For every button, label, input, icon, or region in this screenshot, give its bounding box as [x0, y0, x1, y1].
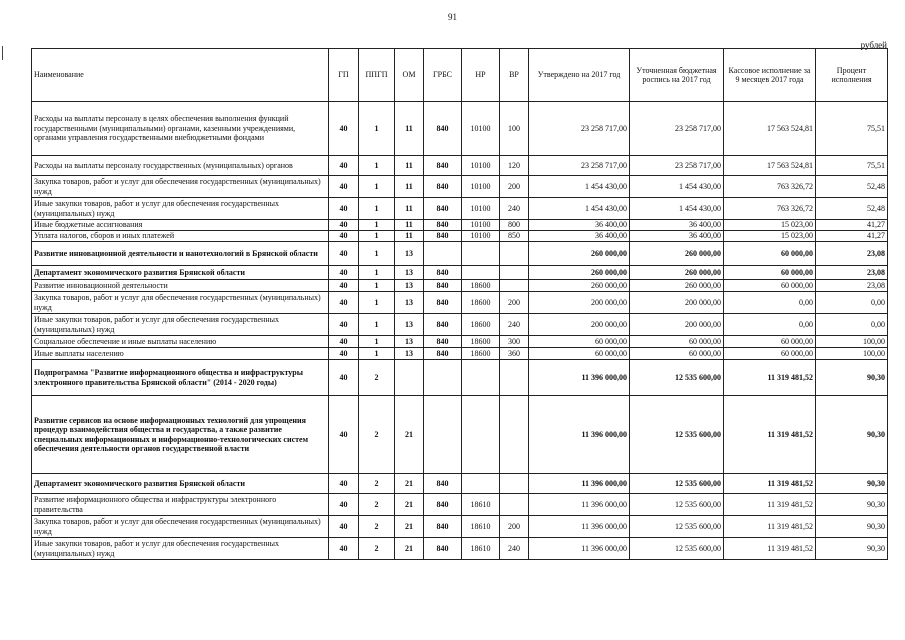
cell-vr [500, 494, 529, 516]
cell-om: 13 [395, 266, 424, 280]
table-row [32, 292, 888, 314]
table-row [32, 242, 888, 266]
cell-percent: 90,30 [816, 516, 888, 538]
header-grbs: ГРБС [424, 49, 462, 102]
cell-om: 13 [395, 242, 424, 266]
cell-gp: 40 [329, 220, 359, 231]
cell-om: 13 [395, 348, 424, 360]
cell-percent: 90,30 [816, 494, 888, 516]
cell-vr [500, 474, 529, 494]
table-row [32, 516, 888, 538]
cell-name: Иные закупки товаров, работ и услуг для обеспечения государственных (муниципальных) нужд [32, 538, 329, 560]
cell-cash: 17 563 524,81 [724, 156, 816, 176]
cell-ppgp: 1 [359, 348, 395, 360]
cell-percent: 23,08 [816, 242, 888, 266]
cell-grbs [424, 396, 462, 474]
cell-grbs: 840 [424, 292, 462, 314]
cell-cash: 11 319 481,52 [724, 494, 816, 516]
cell-gp: 40 [329, 494, 359, 516]
cell-ppgp: 1 [359, 231, 395, 242]
cell-ppgp: 1 [359, 242, 395, 266]
table-row [32, 102, 888, 156]
cell-om: 11 [395, 220, 424, 231]
cell-nr: 18600 [462, 336, 500, 348]
cell-approved: 11 396 000,00 [529, 494, 630, 516]
cell-gp: 40 [329, 231, 359, 242]
table-row [32, 156, 888, 176]
cell-grbs: 840 [424, 348, 462, 360]
cell-cash: 60 000,00 [724, 348, 816, 360]
cell-grbs [424, 360, 462, 396]
cell-approved: 260 000,00 [529, 242, 630, 266]
table-row [32, 198, 888, 220]
cell-vr: 100 [500, 102, 529, 156]
cell-nr: 10100 [462, 220, 500, 231]
cell-nr [462, 396, 500, 474]
cell-gp: 40 [329, 516, 359, 538]
cell-grbs: 840 [424, 516, 462, 538]
cell-grbs: 840 [424, 156, 462, 176]
cell-gp: 40 [329, 292, 359, 314]
cell-cash: 11 319 481,52 [724, 396, 816, 474]
cell-percent: 90,30 [816, 396, 888, 474]
cell-cash: 763 326,72 [724, 176, 816, 198]
cell-refined: 260 000,00 [630, 266, 724, 280]
cell-percent: 90,30 [816, 474, 888, 494]
cell-refined: 1 454 430,00 [630, 176, 724, 198]
cell-cash: 60 000,00 [724, 242, 816, 266]
table-row [32, 176, 888, 198]
cell-percent: 90,30 [816, 360, 888, 396]
cell-grbs: 840 [424, 231, 462, 242]
cell-om: 13 [395, 336, 424, 348]
cell-vr [500, 242, 529, 266]
cell-refined: 12 535 600,00 [630, 360, 724, 396]
cell-approved: 11 396 000,00 [529, 396, 630, 474]
cell-grbs: 840 [424, 280, 462, 292]
cell-gp: 40 [329, 280, 359, 292]
cell-om [395, 360, 424, 396]
cell-nr: 18600 [462, 280, 500, 292]
cell-nr: 18600 [462, 292, 500, 314]
cell-ppgp: 2 [359, 538, 395, 560]
cell-om: 21 [395, 516, 424, 538]
cell-percent: 41,27 [816, 220, 888, 231]
cell-approved: 200 000,00 [529, 314, 630, 336]
cell-refined: 60 000,00 [630, 336, 724, 348]
cell-nr: 18610 [462, 538, 500, 560]
cell-cash: 0,00 [724, 314, 816, 336]
cell-approved: 260 000,00 [529, 266, 630, 280]
header-ppgp: ППГП [359, 49, 395, 102]
cell-nr [462, 266, 500, 280]
cell-cash: 15 023,00 [724, 231, 816, 242]
table-row [32, 314, 888, 336]
cell-om: 21 [395, 538, 424, 560]
cell-gp: 40 [329, 348, 359, 360]
cell-cash: 17 563 524,81 [724, 102, 816, 156]
header-om: ОМ [395, 49, 424, 102]
header-percent: Процент исполнения [816, 49, 888, 102]
cell-approved: 260 000,00 [529, 280, 630, 292]
cell-refined: 200 000,00 [630, 314, 724, 336]
table-row [32, 494, 888, 516]
cell-ppgp: 1 [359, 266, 395, 280]
cell-nr: 18610 [462, 494, 500, 516]
cell-vr [500, 280, 529, 292]
cell-name: Иные закупки товаров, работ и услуг для обеспечения государственных (муниципальных) нужд [32, 198, 329, 220]
cell-refined: 12 535 600,00 [630, 474, 724, 494]
cell-grbs: 840 [424, 474, 462, 494]
header-vr: ВР [500, 49, 529, 102]
cell-nr: 10100 [462, 231, 500, 242]
cell-nr: 10100 [462, 102, 500, 156]
cell-ppgp: 2 [359, 494, 395, 516]
cell-nr [462, 474, 500, 494]
cell-name: Развитие инновационной деятельности и нанотехнологий в Брянской области [32, 242, 329, 266]
cell-gp: 40 [329, 474, 359, 494]
cell-name: Уплата налогов, сборов и иных платежей [32, 231, 329, 242]
cell-approved: 11 396 000,00 [529, 360, 630, 396]
cell-refined: 1 454 430,00 [630, 198, 724, 220]
cell-grbs: 840 [424, 176, 462, 198]
cell-om: 21 [395, 474, 424, 494]
cell-ppgp: 1 [359, 336, 395, 348]
cell-om: 21 [395, 396, 424, 474]
cell-percent: 90,30 [816, 538, 888, 560]
cell-percent: 23,08 [816, 280, 888, 292]
cell-nr: 18610 [462, 516, 500, 538]
table-row [32, 538, 888, 560]
cell-name: Департамент экономического развития Брянской области [32, 266, 329, 280]
cell-cash: 60 000,00 [724, 336, 816, 348]
table-row [32, 348, 888, 360]
cell-ppgp: 2 [359, 516, 395, 538]
cell-refined: 260 000,00 [630, 280, 724, 292]
header-row [32, 49, 888, 102]
cell-ppgp: 1 [359, 220, 395, 231]
cell-nr: 18600 [462, 314, 500, 336]
header-name: Наименование [32, 49, 329, 102]
cell-name: Закупка товаров, работ и услуг для обеспечения государственных (муниципальных) нужд [32, 292, 329, 314]
cell-name: Закупка товаров, работ и услуг для обеспечения государственных (муниципальных) нужд [32, 176, 329, 198]
cell-gp: 40 [329, 176, 359, 198]
cell-approved: 23 258 717,00 [529, 156, 630, 176]
cell-refined: 36 400,00 [630, 220, 724, 231]
table-row [32, 280, 888, 292]
cell-gp: 40 [329, 156, 359, 176]
cell-om: 11 [395, 198, 424, 220]
cell-ppgp: 1 [359, 156, 395, 176]
cell-percent: 75,51 [816, 156, 888, 176]
cell-refined: 12 535 600,00 [630, 516, 724, 538]
cell-name: Социальное обеспечение и иные выплаты населению [32, 336, 329, 348]
budget-table [31, 48, 888, 560]
table-row [32, 220, 888, 231]
cell-vr: 240 [500, 538, 529, 560]
cell-nr: 10100 [462, 156, 500, 176]
cell-refined: 36 400,00 [630, 231, 724, 242]
cell-name: Иные выплаты населению [32, 348, 329, 360]
units-label: рублей [860, 40, 887, 50]
cell-refined: 200 000,00 [630, 292, 724, 314]
cell-percent: 52,48 [816, 198, 888, 220]
cell-grbs: 840 [424, 538, 462, 560]
cell-vr: 240 [500, 314, 529, 336]
cell-approved: 11 396 000,00 [529, 474, 630, 494]
cell-name: Расходы на выплаты персоналу государственных (муниципальных) органов [32, 156, 329, 176]
cell-approved: 200 000,00 [529, 292, 630, 314]
cell-approved: 11 396 000,00 [529, 538, 630, 560]
cell-om: 11 [395, 176, 424, 198]
header-refined: Уточненная бюджетная роспись на 2017 год [630, 49, 724, 102]
cell-refined: 12 535 600,00 [630, 494, 724, 516]
cell-percent: 0,00 [816, 292, 888, 314]
cell-name: Иные бюджетные ассигнования [32, 220, 329, 231]
cell-percent: 100,00 [816, 348, 888, 360]
cell-cash: 11 319 481,52 [724, 360, 816, 396]
cell-gp: 40 [329, 336, 359, 348]
cell-name: Расходы на выплаты персоналу в целях обеспечения выполнения функций государственными (муниципальными) органами, казенными учреждениями, органами управления государственными внебюджетными фондами [32, 102, 329, 156]
cell-grbs: 840 [424, 102, 462, 156]
table-row [32, 360, 888, 396]
table-row [32, 396, 888, 474]
cell-gp: 40 [329, 396, 359, 474]
cell-cash: 11 319 481,52 [724, 538, 816, 560]
cell-approved: 11 396 000,00 [529, 516, 630, 538]
cell-percent: 100,00 [816, 336, 888, 348]
cell-approved: 60 000,00 [529, 348, 630, 360]
cell-om: 11 [395, 231, 424, 242]
cell-om: 13 [395, 314, 424, 336]
table-row [32, 474, 888, 494]
cell-vr [500, 266, 529, 280]
cell-name: Департамент экономического развития Брянской области [32, 474, 329, 494]
cell-ppgp: 2 [359, 396, 395, 474]
cell-cash: 60 000,00 [724, 266, 816, 280]
cell-nr [462, 242, 500, 266]
cell-vr: 120 [500, 156, 529, 176]
cell-ppgp: 1 [359, 176, 395, 198]
cell-name: Подпрограмма "Развитие информационного общества и инфраструктуры электронного правительства Брянской области" (2014 - 2020 годы) [32, 360, 329, 396]
cell-gp: 40 [329, 314, 359, 336]
cell-vr [500, 396, 529, 474]
cell-ppgp: 2 [359, 474, 395, 494]
cell-gp: 40 [329, 360, 359, 396]
cell-grbs: 840 [424, 266, 462, 280]
cell-om: 13 [395, 280, 424, 292]
cell-refined: 23 258 717,00 [630, 156, 724, 176]
cell-om: 13 [395, 292, 424, 314]
cell-vr: 200 [500, 176, 529, 198]
cell-nr [462, 360, 500, 396]
cell-percent: 0,00 [816, 314, 888, 336]
cell-vr [500, 360, 529, 396]
cell-vr: 200 [500, 292, 529, 314]
cell-refined: 12 535 600,00 [630, 538, 724, 560]
cell-ppgp: 1 [359, 314, 395, 336]
cell-refined: 23 258 717,00 [630, 102, 724, 156]
cell-ppgp: 1 [359, 292, 395, 314]
cell-om: 11 [395, 102, 424, 156]
cell-vr: 240 [500, 198, 529, 220]
cell-grbs: 840 [424, 314, 462, 336]
cell-name: Иные закупки товаров, работ и услуг для обеспечения государственных (муниципальных) нужд [32, 314, 329, 336]
cell-gp: 40 [329, 266, 359, 280]
cell-percent: 52,48 [816, 176, 888, 198]
cell-refined: 12 535 600,00 [630, 396, 724, 474]
cell-gp: 40 [329, 242, 359, 266]
cell-approved: 1 454 430,00 [529, 198, 630, 220]
header-approved: Утверждено на 2017 год [529, 49, 630, 102]
cell-nr: 10100 [462, 198, 500, 220]
cell-approved: 1 454 430,00 [529, 176, 630, 198]
cell-vr: 360 [500, 348, 529, 360]
table-row [32, 336, 888, 348]
margin-mark [2, 46, 3, 60]
header-nr: НР [462, 49, 500, 102]
cell-approved: 60 000,00 [529, 336, 630, 348]
page-number: 91 [448, 12, 457, 22]
cell-vr: 300 [500, 336, 529, 348]
cell-approved: 23 258 717,00 [529, 102, 630, 156]
cell-cash: 11 319 481,52 [724, 474, 816, 494]
cell-name: Закупка товаров, работ и услуг для обеспечения государственных (муниципальных) нужд [32, 516, 329, 538]
cell-percent: 75,51 [816, 102, 888, 156]
cell-name: Развитие инновационной деятельности [32, 280, 329, 292]
table-row [32, 266, 888, 280]
cell-grbs: 840 [424, 220, 462, 231]
cell-nr: 18600 [462, 348, 500, 360]
table-row [32, 231, 888, 242]
cell-ppgp: 1 [359, 198, 395, 220]
cell-vr: 850 [500, 231, 529, 242]
cell-grbs: 840 [424, 494, 462, 516]
cell-cash: 11 319 481,52 [724, 516, 816, 538]
cell-grbs: 840 [424, 336, 462, 348]
header-cash: Кассовое исполнение за 9 месяцев 2017 года [724, 49, 816, 102]
header-gp: ГП [329, 49, 359, 102]
cell-ppgp: 1 [359, 280, 395, 292]
cell-cash: 15 023,00 [724, 220, 816, 231]
cell-vr: 200 [500, 516, 529, 538]
cell-refined: 260 000,00 [630, 242, 724, 266]
cell-grbs [424, 242, 462, 266]
cell-gp: 40 [329, 198, 359, 220]
cell-refined: 60 000,00 [630, 348, 724, 360]
cell-gp: 40 [329, 102, 359, 156]
cell-approved: 36 400,00 [529, 231, 630, 242]
cell-gp: 40 [329, 538, 359, 560]
cell-cash: 763 326,72 [724, 198, 816, 220]
cell-cash: 60 000,00 [724, 280, 816, 292]
cell-ppgp: 1 [359, 102, 395, 156]
cell-name: Развитие информационного общества и инфраструктуры электронного правительства [32, 494, 329, 516]
cell-om: 21 [395, 494, 424, 516]
cell-grbs: 840 [424, 198, 462, 220]
cell-om: 11 [395, 156, 424, 176]
cell-approved: 36 400,00 [529, 220, 630, 231]
cell-cash: 0,00 [724, 292, 816, 314]
cell-percent: 23,08 [816, 266, 888, 280]
cell-nr: 10100 [462, 176, 500, 198]
cell-percent: 41,27 [816, 231, 888, 242]
cell-vr: 800 [500, 220, 529, 231]
cell-ppgp: 2 [359, 360, 395, 396]
cell-name: Развитие сервисов на основе информационных технологий для упрощения процедур взаимодействия общества и государства, а также развитие специальных информационных и информационно-технологических систем обеспечения деятельности органов государственной власти [32, 396, 329, 474]
